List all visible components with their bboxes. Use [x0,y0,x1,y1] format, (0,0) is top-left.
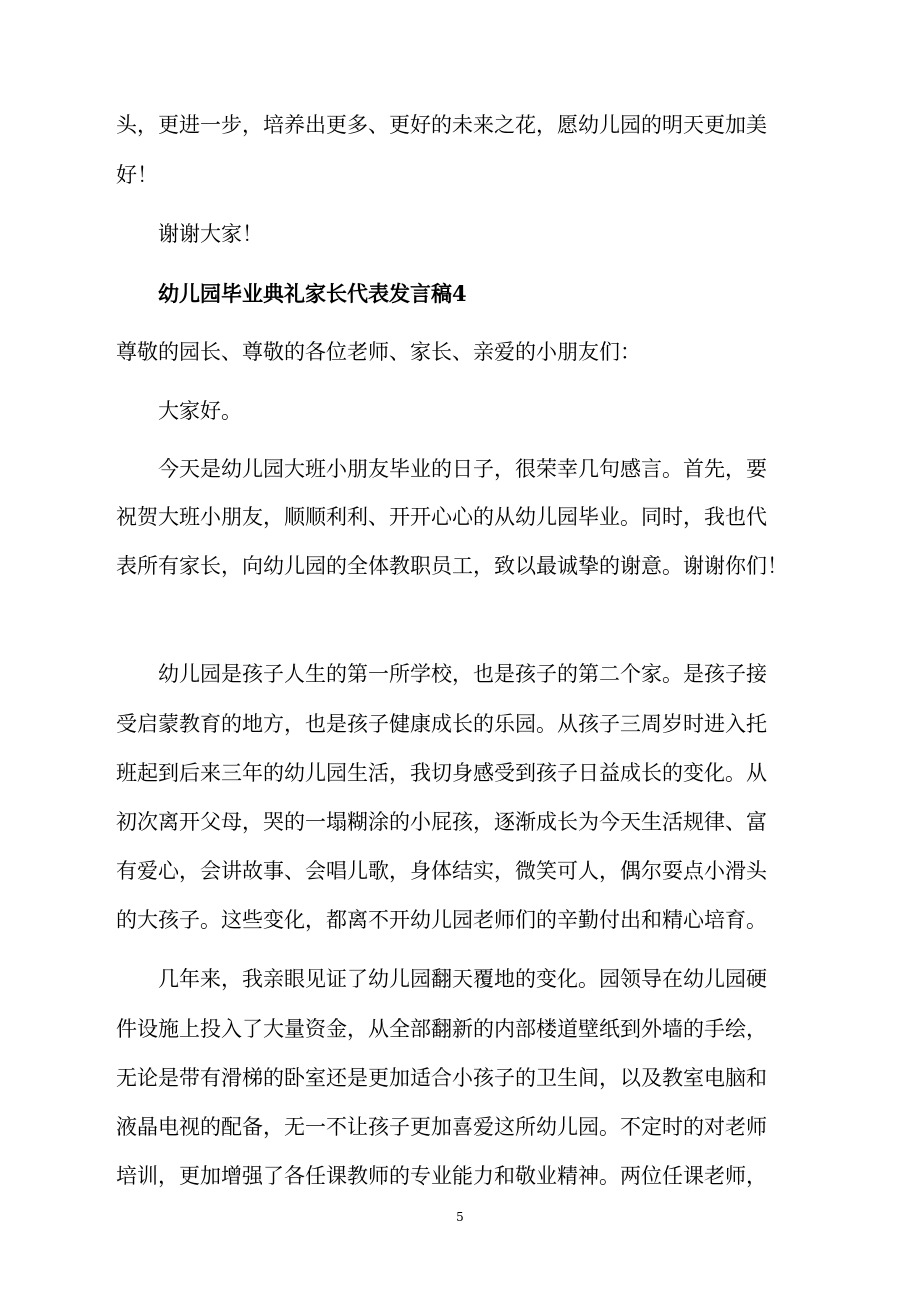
text-line: 受启蒙教育的地方，也是孩子健康成长的乐园。从孩子三周岁时进入托 [116,712,767,736]
text-line: 好！ [116,163,158,187]
text-line: 几年来，我亲眼见证了幼儿园翻天覆地的变化。园领导在幼儿园硬 [158,967,767,991]
text-line: 今天是幼儿园大班小朋友毕业的日子，很荣幸几句感言。首先，要 [158,457,767,481]
text-line: 幼儿园是孩子人生的第一所学校，也是孩子的第二个家。是孩子接 [158,662,767,686]
text-line: 件设施上投入了大量资金，从全部翻新的内部楼道壁纸到外墙的手绘， [116,1017,767,1041]
text-line: 液晶电视的配备，无一不让孩子更加喜爱这所幼儿园。不定时的对老师 [116,1115,767,1139]
text-line: 无论是带有滑梯的卧室还是更加适合小孩子的卫生间，以及教室电脑和 [116,1066,767,1090]
salutation: 尊敬的园长、尊敬的各位老师、家长、亲爱的小朋友们： [116,340,641,364]
text-line: 培训，更加增强了各任课教师的专业能力和敬业精神。两位任课老师， [116,1164,767,1188]
page-number: 5 [456,1210,464,1224]
closing-line: 谢谢大家！ [158,222,263,246]
text-line: 有爱心，会讲故事、会唱儿歌，身体结实，微笑可人，偶尔耍点小滑头 [116,859,767,883]
text-line: 班起到后来三年的幼儿园生活，我切身感受到孩子日益成长的变化。从 [116,761,767,785]
text-line: 表所有家长，向幼儿园的全体教职员工，致以最诚挚的谢意。谢谢你们！ [116,554,788,578]
text-line: 头，更进一步，培养出更多、更好的未来之花，愿幼儿园的明天更加美 [116,113,767,137]
text-line: 的大孩子。这些变化，都离不开幼儿园老师们的辛勤付出和精心培育。 [116,908,767,932]
text-line: 祝贺大班小朋友，顺顺利利、开开心心的从幼儿园毕业。同时，我也代 [116,505,767,529]
greeting: 大家好。 [158,399,242,423]
section-heading: 幼儿园毕业典礼家长代表发言稿4 [158,281,467,306]
text-line: 初次离开父母，哭的一塌糊涂的小屁孩，逐渐成长为今天生活规律、富 [116,810,767,834]
